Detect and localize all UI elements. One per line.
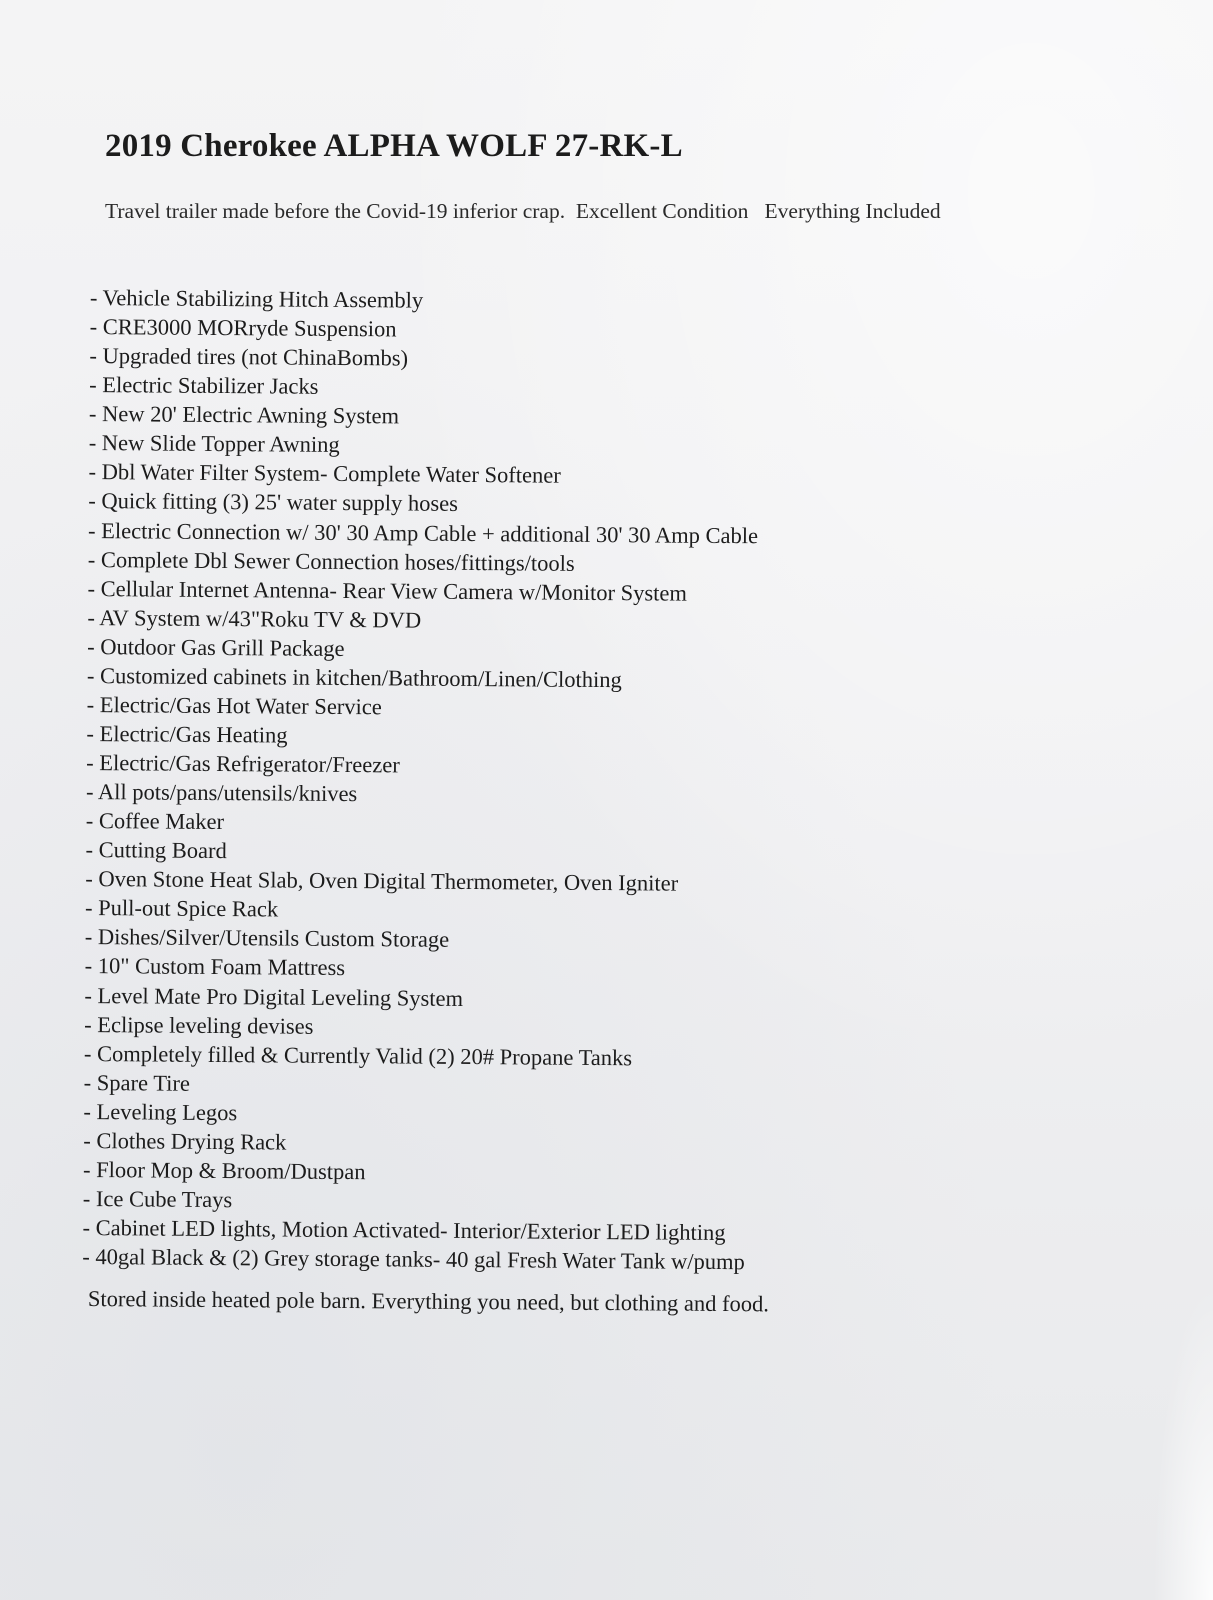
feature-item: - Spare Tire <box>83 1069 191 1096</box>
feature-item: - Upgraded tires (not ChinaBombs) <box>89 343 409 371</box>
feature-item: - New 20' Electric Awning System <box>88 401 400 429</box>
feature-item: - Electric Connection w/ 30' 30 Amp Cable + additional 30' 30 Amp Cable <box>87 517 759 548</box>
feature-item: - Cabinet LED lights, Motion Activated- Interior/Exterior LED lighting <box>82 1214 726 1246</box>
feature-item: - Electric Stabilizer Jacks <box>89 372 319 399</box>
feature-item: - Electric/Gas Refrigerator/Freezer <box>86 749 400 778</box>
feature-item: - Cutting Board <box>85 837 227 864</box>
document-footer-note: Stored inside heated pole barn. Everything you need, but clothing and food. <box>87 1286 770 1317</box>
paper-edge-highlight <box>1153 1280 1213 1600</box>
feature-item: - Level Mate Pro Digital Leveling System <box>84 982 464 1011</box>
document-subtitle: Travel trailer made before the Covid-19 inferior crap. Excellent Condition Everything Included <box>105 199 941 223</box>
feature-item: - Completely filled & Currently Valid (2) 20# Propane Tanks <box>83 1040 633 1070</box>
document-title: 2019 Cherokee ALPHA WOLF 27-RK-L <box>105 128 683 164</box>
feature-item: - Outdoor Gas Grill Package <box>87 633 345 661</box>
feature-item: - Floor Mop & Broom/Dustpan <box>82 1156 366 1185</box>
feature-item: - AV System w/43"Roku TV & DVD <box>87 604 422 633</box>
feature-item: - Pull-out Spice Rack <box>84 895 279 922</box>
feature-item: - Leveling Legos <box>83 1098 238 1125</box>
feature-item: - Eclipse leveling devises <box>84 1011 314 1039</box>
feature-item: - CRE3000 MORryde Suspension <box>89 314 397 342</box>
feature-item: - New Slide Topper Awning <box>88 430 340 458</box>
feature-item: - Ice Cube Trays <box>82 1185 233 1213</box>
feature-item: - Cellular Internet Antenna- Rear View Camera w/Monitor System <box>87 575 688 606</box>
feature-item: - Electric/Gas Hot Water Service <box>86 691 382 720</box>
feature-item: - Oven Stone Heat Slab, Oven Digital Thermometer, Oven Igniter <box>85 866 679 896</box>
feature-item: - Vehicle Stabilizing Hitch Assembly <box>89 284 424 313</box>
feature-item: - Coffee Maker <box>85 808 225 835</box>
feature-item: - All pots/pans/utensils/knives <box>85 779 358 807</box>
feature-item: - Electric/Gas Heating <box>86 720 288 748</box>
feature-list <box>82 283 760 1276</box>
feature-item: - Dbl Water Filter System- Complete Water Softener <box>88 459 561 489</box>
feature-item: - Clothes Drying Rack <box>83 1127 287 1155</box>
feature-item: - Complete Dbl Sewer Connection hoses/fittings/tools <box>87 546 575 576</box>
feature-item: - Dishes/Silver/Utensils Custom Storage <box>84 924 450 953</box>
feature-item: - Quick fitting (3) 25' water supply hoses <box>88 488 459 517</box>
feature-item: - Customized cabinets in kitchen/Bathroom/Linen/Clothing <box>86 662 622 693</box>
feature-item: - 40gal Black & (2) Grey storage tanks- 40 gal Fresh Water Tank w/pump <box>82 1244 745 1275</box>
feature-item: - 10" Custom Foam Mattress <box>84 953 346 981</box>
